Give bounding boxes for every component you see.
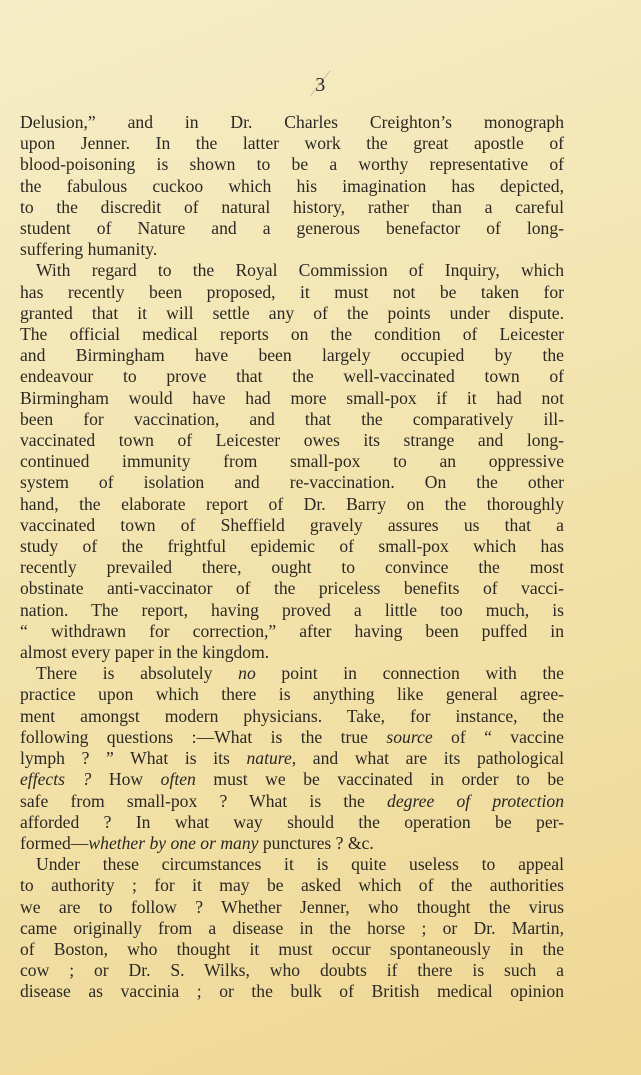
text-run: “ withdrawn for correction,” after having been puffed in — [20, 620, 564, 641]
paragraph — [20, 260, 564, 663]
text-line — [20, 642, 564, 663]
text-line — [20, 515, 564, 536]
text-line — [20, 981, 564, 1002]
text-run: afforded ? In what way should the operation be per- — [20, 811, 564, 832]
text-line — [20, 494, 564, 515]
text-run: came originally from a disease in the horse ; or Dr. Martin, — [20, 917, 564, 938]
text-line — [20, 430, 564, 451]
text-line — [20, 748, 564, 769]
text-run: point in connection with the — [255, 663, 564, 684]
text-run: lymph ? ” What is its — [20, 748, 247, 769]
text-line — [20, 536, 564, 557]
paragraph — [20, 663, 564, 854]
text-run: to authority ; for it may be asked which of the authorities — [20, 875, 564, 896]
text-run: The official medical reports on the condition of Leicester — [20, 324, 564, 345]
text-line — [20, 133, 564, 154]
italic-text: source — [386, 726, 433, 747]
text-line — [20, 472, 564, 493]
text-run: vaccinated town of Leicester owes its strange and long- — [20, 430, 564, 451]
text-run: With regard to the Royal Commission of Inquiry, which — [36, 260, 564, 281]
text-line — [20, 409, 564, 430]
text-run: suffering humanity. — [20, 239, 158, 260]
text-run: formed— — [20, 832, 89, 853]
text-line — [20, 960, 564, 981]
text-run: has recently been proposed, it must not be taken for — [20, 281, 564, 302]
text-line — [20, 197, 564, 218]
text-run: Under these circumstances it is quite useless to appeal — [36, 854, 564, 875]
text-run: recently prevailed there, ought to convince the most — [20, 557, 564, 578]
text-run: Delusion,” and in Dr. Charles Creighton’s monograph — [20, 112, 564, 132]
text-line — [20, 706, 564, 727]
text-line — [20, 154, 564, 175]
text-line — [20, 218, 564, 239]
italic-text: no — [238, 663, 256, 684]
text-line — [20, 112, 564, 133]
text-run: of “ vaccine — [432, 726, 564, 747]
text-line — [20, 600, 564, 621]
text-run: Birmingham would have had more small-pox if it had not — [20, 387, 564, 408]
text-run: How — [91, 769, 161, 790]
text-run: disease as vaccinia ; or the bulk of British medical opinion — [20, 981, 564, 1002]
text-line — [20, 833, 564, 854]
text-run: obstinate anti-vaccinator of the priceless benefits of vacci- — [20, 578, 564, 599]
text-run: and what are its pathological — [296, 748, 564, 769]
text-run: ment amongst modern physicians. Take, for instance, the — [20, 705, 564, 726]
text-line — [20, 663, 564, 684]
text-line — [20, 897, 564, 918]
text-line — [20, 282, 564, 303]
text-line — [20, 451, 564, 472]
italic-text: often — [160, 769, 196, 790]
text-line — [20, 388, 564, 409]
text-line — [20, 345, 564, 366]
text-line — [20, 578, 564, 599]
text-line — [20, 684, 564, 705]
text-line — [20, 260, 564, 281]
text-run: There is absolutely — [36, 663, 239, 684]
text-run: cow ; or Dr. S. Wilks, who doubts if there is such a — [20, 960, 564, 981]
paragraph — [20, 854, 564, 1002]
text-run: nation. The report, having proved a little too much, is — [20, 599, 564, 620]
text-run: study of the frightful epidemic of small-pox which has — [20, 536, 564, 557]
text-run: safe from small-pox ? What is the — [20, 790, 388, 811]
page-number: 3 — [315, 74, 326, 96]
text-run: hand, the elaborate report of Dr. Barry on the thoroughly — [20, 493, 564, 514]
text-line — [20, 176, 564, 197]
text-line — [20, 875, 564, 896]
text-run: we are to follow ? Whether Jenner, who thought the virus — [20, 896, 564, 917]
italic-text: whether by one or many — [88, 832, 259, 853]
text-run: blood-poisoning is shown to be a worthy representative of — [20, 154, 564, 175]
text-run: following questions :—What is the true — [20, 726, 387, 747]
text-line — [20, 621, 564, 642]
text-line — [20, 812, 564, 833]
text-run: the fabulous cuckoo which his imagination has depicted, — [20, 175, 564, 196]
text-run: punctures ? &c. — [258, 832, 374, 853]
text-line — [20, 939, 564, 960]
text-run: granted that it will settle any of the points under dispute. — [20, 302, 564, 323]
text-run: upon Jenner. In the latter work the great apostle of — [20, 133, 564, 154]
body-text — [20, 112, 564, 1003]
text-line — [20, 303, 564, 324]
text-run: and Birmingham have been largely occupied by the — [20, 345, 564, 366]
text-run: to the discredit of natural history, rather than a careful — [20, 196, 564, 217]
text-run: continued immunity from small-pox to an oppressive — [20, 451, 564, 472]
text-run: practice upon which there is anything like general agree- — [20, 684, 564, 705]
text-line — [20, 324, 564, 345]
italic-text: effects ? — [20, 769, 92, 790]
text-line — [20, 557, 564, 578]
text-line — [20, 769, 564, 790]
text-run: endeavour to prove that the well-vaccinated town of — [20, 366, 564, 387]
text-line — [20, 366, 564, 387]
text-line — [20, 239, 564, 260]
italic-text: degree of protection — [387, 790, 564, 811]
paragraph — [20, 112, 564, 260]
text-line — [20, 791, 564, 812]
text-line — [20, 918, 564, 939]
text-run: system of isolation and re-vaccination. On the other — [20, 472, 564, 493]
text-run: of Boston, who thought it must occur spontaneously in the — [20, 938, 564, 959]
italic-text: nature, — [246, 748, 297, 769]
text-line — [20, 727, 564, 748]
text-run: must we be vaccinated in order to be — [195, 769, 564, 790]
text-run: vaccinated town of Sheffield gravely assures us that a — [20, 514, 564, 535]
text-run: been for vaccination, and that the comparatively ill- — [20, 408, 564, 429]
text-line — [20, 854, 564, 875]
text-run: student of Nature and a generous benefactor of long- — [20, 218, 564, 239]
text-run: almost every paper in the kingdom. — [20, 642, 270, 663]
